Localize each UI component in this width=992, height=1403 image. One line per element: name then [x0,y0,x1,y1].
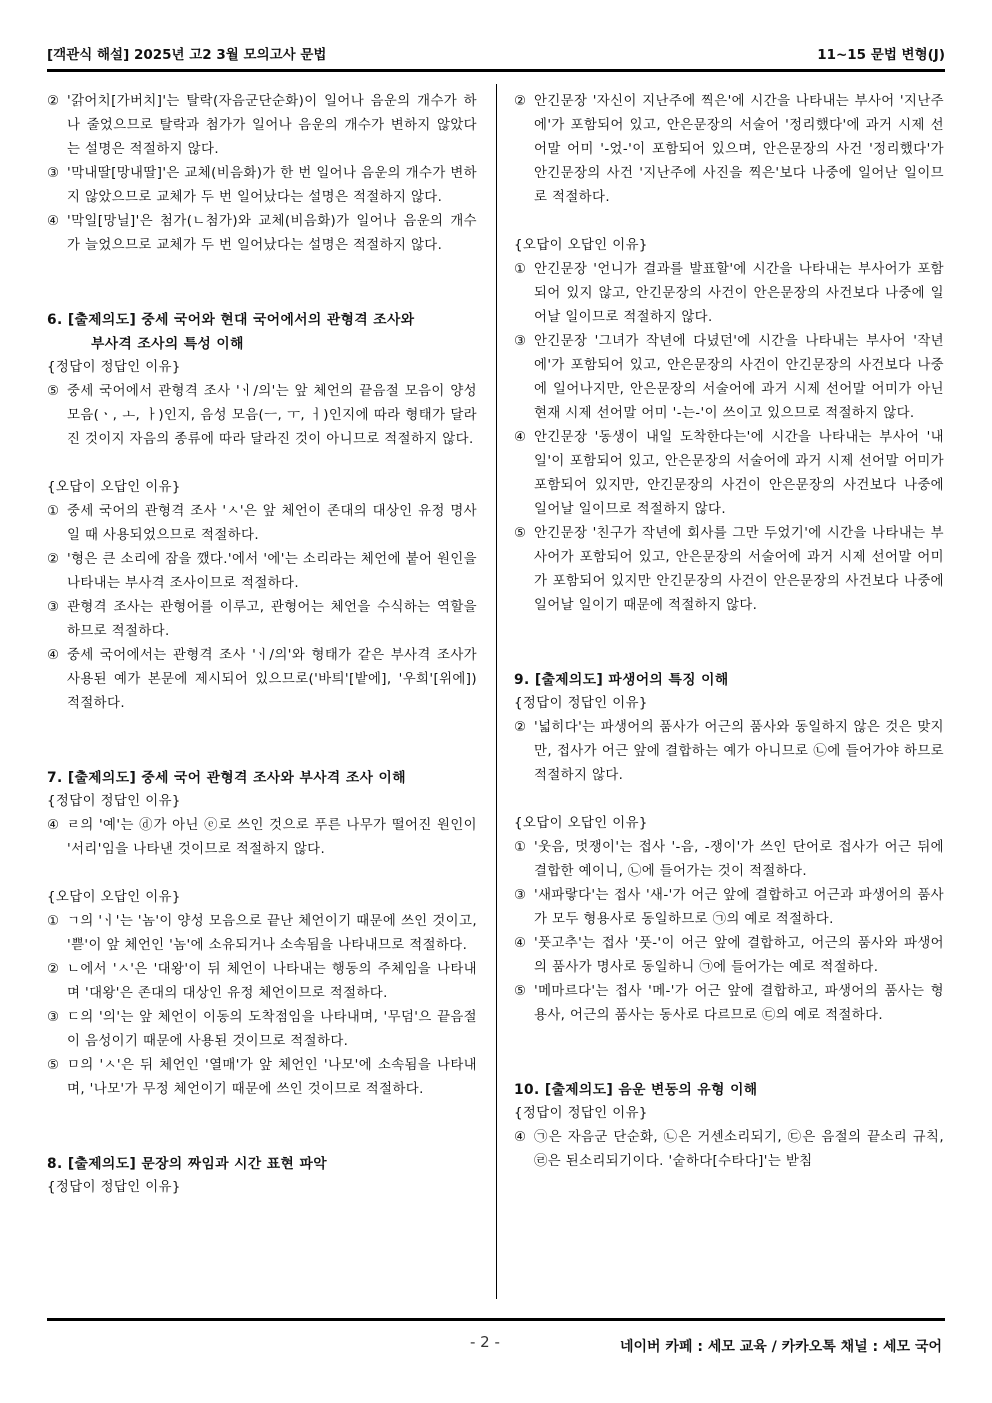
item-text: 안긴문장 '그녀가 작년에 다녔던'에 시간을 나타내는 부사어 '작년에'가 포함되어 있고, 안은문장의 사건이 안긴문장의 사건보다 나중에 일어나지만, 안은문장의 서술어에 과거 시제 선어말 어미가 아닌 현재 시제 선어말 어미 '-는-'이 쓰이고 있으므로 적절하지 않다. [534,334,944,421]
header-right-title: 11~15 문법 변형(J) [817,47,945,63]
q8-wrong-item [514,426,944,522]
q9-title: 9. [출제의도] 파생어의 특징 이해 [514,672,729,688]
item-number: ② [47,962,60,977]
item-number: ③ [47,166,60,181]
q8-title: 8. [출제의도] 문장의 짜임과 시간 표현 파악 [47,1156,327,1172]
item-number: ② [514,720,527,735]
item-number: ④ [47,214,60,229]
item-text: ㉠은 자음군 단순화, ㉡은 거센소리되기, ㉢은 음절의 끝소리 규칙, ㉣은 된소리되기이다. '숱하다[수타다]'는 받침 [534,1130,944,1169]
item-number: ② [47,552,60,567]
q8-wrong-item [514,258,944,330]
item-text: '새파랗다'는 접사 '새-'가 어근 앞에 결합하고 어근과 파생어의 품사가 모두 형용사로 동일하므로 ㉠의 예로 적절하다. [534,888,944,927]
q8-wrong-item [514,522,944,618]
item-number: ⑤ [47,1058,60,1073]
item-number: ④ [47,648,60,663]
q6-wrong-item [47,500,477,548]
item-text: 안긴문장 '자신이 지난주에 찍은'에 시간을 나타내는 부사어 '지난주에'가 포함되어 있고, 안은문장의 서술어 '정리했다'에 과거 시제 선어말 어미 '-었-'이 포함되어 있으며, 안은문장의 사건 '정리했다'가 안긴문장의 사건 '지난주에 사진을 찍은'보다 나중에 일어난 일이므로 적절하다. [534,94,944,205]
item-number: ③ [514,888,527,903]
q8-wrong-item [514,330,944,426]
item-number: ⑤ [47,384,60,399]
item-text: '갉어치[가버치]'는 탈락(자음군단순화)이 일어나 음운의 개수가 하나 줄었으므로 탈락과 첨가가 일어나 음운의 개수가 변하지 않았다는 설명은 적절하지 않다. [67,94,477,157]
item-number: ④ [514,936,527,951]
q7-correct-item [47,814,477,862]
wrong-label: {오답이 오답인 이유} [514,816,648,831]
item-number: ③ [47,1010,60,1025]
item-number: ④ [47,818,60,833]
correct-label: {정답이 정답인 이유} [47,794,181,809]
item-text: '막일[망닐]'은 첨가(ㄴ첨가)와 교체(비음화)가 일어나 음운의 개수가 늘었으므로 교체가 두 번 일어났다는 설명은 적절하지 않다. [67,214,477,253]
item-text: 중세 국어의 관형격 조사 'ㅅ'은 앞 체언이 존대의 대상인 유정 명사일 때 사용되었으므로 적절하다. [67,504,477,543]
q6-wrong-item [47,644,477,716]
q9-wrong-item [514,884,944,932]
q9-wrong-item [514,980,944,1028]
item-number: ③ [514,334,527,349]
item-text: '넓히다'는 파생어의 품사가 어근의 품사와 동일하지 않은 것은 맞지만, 접사가 어근 앞에 결합하는 예가 아니므로 ㉡에 들어가야 하므로 적절하지 않다. [534,720,944,783]
wrong-label: {오답이 오답인 이유} [47,890,181,905]
q6-title-line2: 부사격 조사의 특성 이해 [91,336,244,352]
item-text: '막내딸[망내딸]'은 교체(비음화)가 한 번 일어나 음운의 개수가 변하지 않았으므로 교체가 두 번 일어났다는 설명은 적절하지 않다. [67,166,477,205]
item-number: ① [514,262,527,277]
correct-label: {정답이 정답인 이유} [47,1180,181,1195]
header-rule [47,69,945,72]
q9-correct-item [514,716,944,788]
item-number: ③ [47,600,60,615]
q10-correct-item [514,1126,944,1174]
item-text: 안긴문장 '친구가 작년에 회사를 그만 두었기'에 시간을 나타내는 부사어가 포함되어 있고, 안은문장의 서술어에 과거 시제 선어말 어미가 포함되어 있지만 안긴문장의 사건이 안은문장의 사건보다 나중에 일어날 일이기 때문에 적절하지 않다. [534,526,944,613]
item-number: ⑤ [514,984,527,999]
q5-item [47,162,477,210]
correct-label: {정답이 정답인 이유} [514,1106,648,1121]
q10-title: 10. [출제의도] 음운 변동의 유형 이해 [514,1082,758,1098]
q6-title [47,308,477,356]
right-column [514,90,944,1174]
q7-wrong-item [47,958,477,1006]
item-text: 안긴문장 '언니가 결과를 발표할'에 시간을 나타내는 부사어가 포함되어 있지 않고, 안긴문장의 사건이 안은문장의 사건보다 나중에 일어날 일이므로 적절하지 않다. [534,262,944,325]
q6-wrong-item [47,548,477,596]
wrong-label: {오답이 오답인 이유} [514,238,648,253]
page-header [47,40,945,66]
item-number: ④ [514,430,527,445]
q5-item [47,90,477,162]
item-text: ㄱ의 'ㆎ'는 '놈'이 양성 모음으로 끝난 체언이기 때문에 쓰인 것이고, '쁟'이 앞 체언인 '놈'에 소유되거나 소속됨을 나타내므로 적절하다. [67,914,477,953]
correct-label: {정답이 정답인 이유} [47,360,181,375]
item-number: ⑤ [514,526,527,541]
header-left-title: [객관식 해설] 2025년 고2 3월 모의고사 문법 [47,47,327,63]
left-column [47,90,477,1200]
item-text: 중세 국어에서는 관형격 조사 'ㆎ/의'와 형태가 같은 부사격 조사가 사용된 예가 본문에 제시되어 있으므로('바틔'[밭에], '우희'[위에]) 적절하다. [67,648,477,711]
item-text: ㄴ에서 'ㅅ'은 '대왕'이 뒤 체언이 나타내는 행동의 주체임을 나타내며 '대왕'은 존대의 대상인 유정 체언이므로 적절하다. [67,962,477,1001]
q6-wrong-item [47,596,477,644]
wrong-label: {오답이 오답인 이유} [47,480,181,495]
item-text: '풋고추'는 접사 '풋-'이 어근 앞에 결합하고, 어근의 품사와 파생어의 품사가 명사로 동일하니 ㉠에 들어가는 예로 적절하다. [534,936,944,975]
q7-title: 7. [출제의도] 중세 국어 관형격 조사와 부사격 조사 이해 [47,770,406,786]
item-text: 안긴문장 '동생이 내일 도착한다는'에 시간을 나타내는 부사어 '내일'이 포함되어 있고, 안은문장의 서술어에 과거 시제 선어말 어미가 포함되어 있지만, 안긴문장의 사건이 안은문장의 사건보다 나중에 일어날 일이므로 적절하지 않다. [534,430,944,517]
page-number: - 2 - [470,1333,500,1351]
item-text: ㅁ의 'ㅅ'은 뒤 체언인 '열매'가 앞 체언인 '나모'에 소속됨을 나타내며, '나모'가 무정 체언이기 때문에 쓰인 것이므로 적절하다. [67,1058,477,1097]
item-text: 중세 국어에서 관형격 조사 'ㆎ/의'는 앞 체언의 끝음절 모음이 양성 모음(ㆍ, ㅗ, ㅏ)인지, 음성 모음(ㅡ, ㅜ, ㅓ)인지에 따라 형태가 달라진 것이지 자음의 종류에 따라 달라진 것이 아니므로 적절하지 않다. [67,384,477,447]
item-number: ④ [514,1130,527,1145]
q7-wrong-item [47,910,477,958]
column-divider [496,84,497,1299]
item-text: ㄷ의 '의'는 앞 체언이 이동의 도착점임을 나타내며, '무덤'으 끝음절이 음성이기 때문에 사용된 것이므로 적절하다. [67,1010,477,1049]
q9-wrong-item [514,932,944,980]
q8-correct-item [514,90,944,210]
correct-label: {정답이 정답인 이유} [514,696,648,711]
q7-wrong-item [47,1006,477,1054]
item-text: '웃음, 멋쟁이'는 접사 '-음, -쟁이'가 쓰인 단어로 접사가 어근 뒤에 결합한 예이니, ㉡에 들어가는 것이 적절하다. [534,840,944,879]
footer-rule [47,1318,945,1321]
item-number: ② [47,94,60,109]
item-text: '형은 큰 소리에 잠을 깼다.'에서 '에'는 소리라는 체언에 붙어 원인을 나타내는 부사격 조사이므로 적절하다. [67,552,477,591]
q9-wrong-item [514,836,944,884]
q5-item [47,210,477,258]
item-number: ② [514,94,527,109]
item-number: ① [47,504,60,519]
q7-wrong-item [47,1054,477,1102]
q6-correct-item [47,380,477,452]
item-text: '메마르다'는 접사 '메-'가 어근 앞에 결합하고, 파생어의 품사는 형용사, 어근의 품사는 동사로 다르므로 ㉢의 예로 적절하다. [534,984,944,1023]
q6-title-line1: 6. [출제의도] 중세 국어와 현대 국어에서의 관형격 조사와 [47,312,415,328]
item-number: ① [47,914,60,929]
item-text: ㄹ의 '예'는 ⓓ가 아닌 ⓔ로 쓰인 것으로 푸른 나무가 떨어진 원인이 '서리'임을 나타낸 것이므로 적절하지 않다. [67,818,477,857]
item-number: ① [514,840,527,855]
footer-credit: 네이버 카페 : 세모 교육 / 카카오톡 채널 : 세모 국어 [619,1339,942,1355]
item-text: 관형격 조사는 관형어를 이루고, 관형어는 체언을 수식하는 역할을 하므로 적절하다. [67,600,477,639]
